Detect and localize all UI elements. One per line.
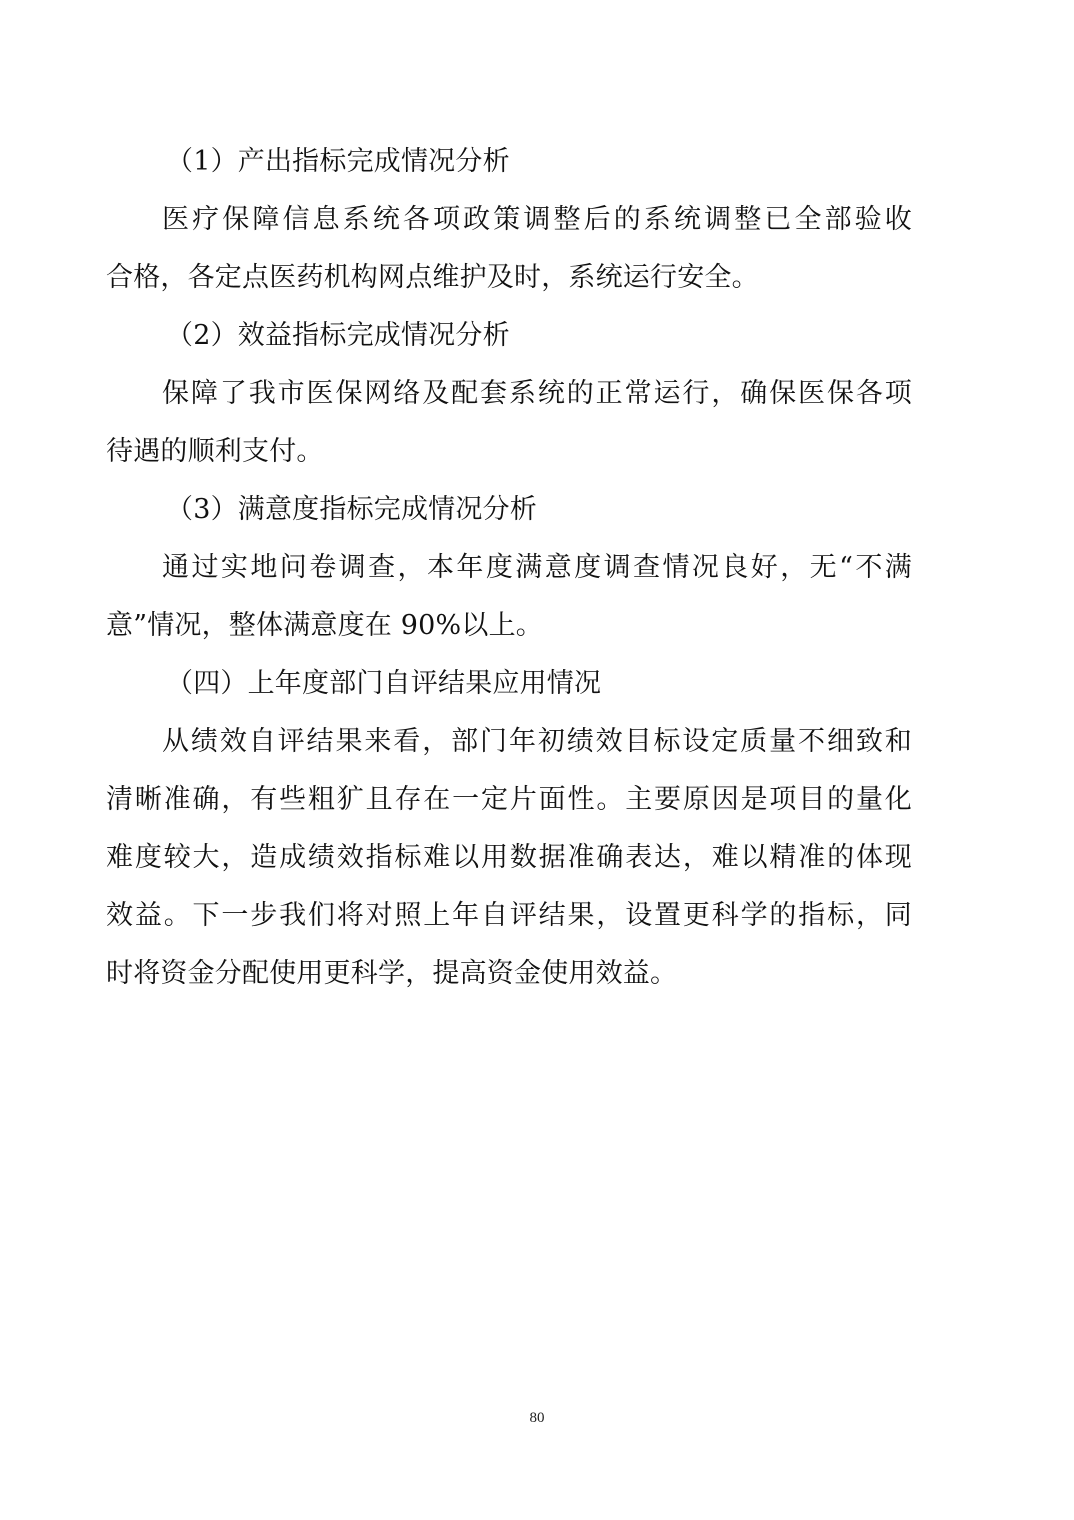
paragraph-line: 合格，各定点医药机构网点维护及时，系统运行安全。 [106, 262, 759, 293]
section-heading-benefit: （2）效益指标完成情况分析 [166, 320, 510, 351]
paragraph-line: 意”情况，整体满意度在 90%以上。 [106, 610, 543, 641]
paragraph-line: 保障了我市医保网络及配套系统的正常运行，确保医保各项 [162, 378, 912, 409]
paragraph-line: 效益。下一步我们将对照上年自评结果，设置更科学的指标，同 [106, 900, 912, 931]
section-heading-satisfaction: （3）满意度指标完成情况分析 [166, 494, 537, 525]
section-heading-self-evaluation: （四）上年度部门自评结果应用情况 [166, 668, 602, 699]
paragraph-line: 医疗保障信息系统各项政策调整后的系统调整已全部验收 [162, 204, 912, 235]
paragraph-line: 通过实地问卷调查，本年度满意度调查情况良好，无“不满 [162, 552, 912, 583]
document-body [106, 133, 912, 1003]
page-number: 80 [529, 1410, 545, 1426]
paragraph-line: 从绩效自评结果来看，部门年初绩效目标设定质量不细致和 [162, 726, 912, 757]
paragraph-line: 难度较大，造成绩效指标难以用数据准确表达，难以精准的体现 [106, 842, 912, 873]
paragraph-line: 时将资金分配使用更科学，提高资金使用效益。 [106, 958, 678, 989]
paragraph-line: 待遇的顺利支付。 [106, 436, 324, 467]
paragraph-line: 清晰准确，有些粗犷且存在一定片面性。主要原因是项目的量化 [106, 784, 912, 815]
section-heading-output: （1）产出指标完成情况分析 [166, 146, 510, 177]
